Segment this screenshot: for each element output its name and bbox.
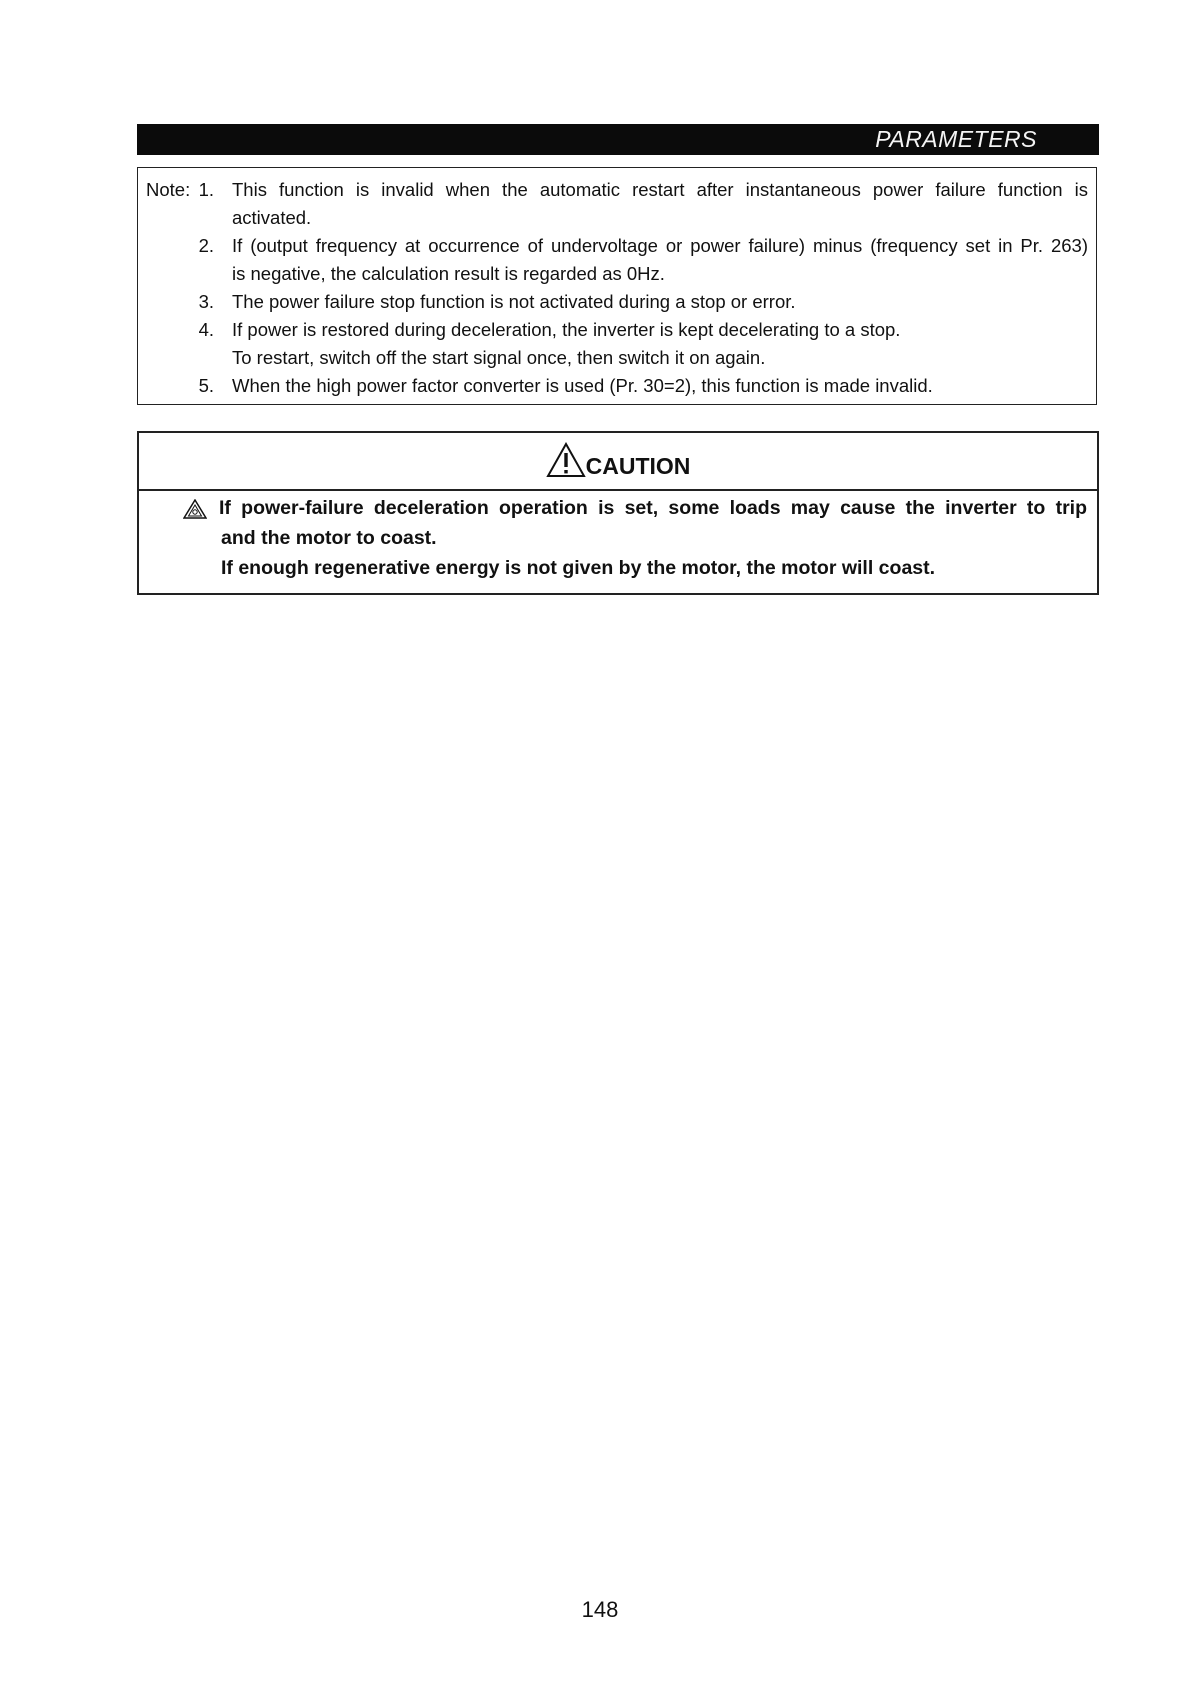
notes-label: Note:	[146, 179, 191, 200]
warning-triangle-icon	[546, 442, 586, 478]
note-item-2	[192, 232, 1088, 288]
note-number: 4.	[198, 319, 214, 340]
note-item-5	[192, 372, 1088, 400]
note-item-3	[192, 288, 1088, 316]
hazard-triangle-icon	[183, 499, 207, 519]
caution-line: and the motor to coast.	[221, 527, 437, 549]
caution-header	[139, 433, 1097, 491]
section-title: PARAMETERS	[875, 126, 1037, 152]
note-text-line: The power failure stop function is not activated during a stop or error.	[232, 291, 796, 312]
note-number: 2.	[198, 235, 214, 256]
notes-box	[137, 167, 1097, 405]
caution-line: If power-failure deceleration operation is set, some loads may cause the inverter to trip	[219, 497, 1087, 519]
note-text-line: If (output frequency at occurrence of undervoltage or power failure) minus (frequency set in Pr. 263)	[232, 235, 1088, 256]
note-number: 1.	[198, 179, 214, 200]
note-text-line: When the high power factor converter is used (Pr. 30=2), this function is made invalid.	[232, 375, 933, 396]
note-text-line: To restart, switch off the start signal once, then switch it on again.	[232, 347, 766, 369]
note-number: 3.	[198, 291, 214, 312]
note-item-1	[192, 176, 1088, 232]
note-item-4	[192, 316, 1088, 372]
note-text-line: is negative, the calculation result is regarded as 0Hz.	[232, 263, 665, 285]
page-number: 148	[581, 1597, 619, 1622]
section-header-bar	[137, 124, 1099, 155]
caution-line: If enough regenerative energy is not given by the motor, the motor will coast.	[221, 557, 936, 579]
note-text-line: This function is invalid when the automatic restart after instantaneous power failure function is	[232, 179, 1088, 200]
note-number: 5.	[198, 375, 214, 396]
caution-title: CAUTION	[585, 453, 691, 479]
caution-box	[137, 431, 1099, 595]
note-text-line: If power is restored during deceleration, the inverter is kept decelerating to a stop.	[232, 319, 901, 340]
note-text-line: activated.	[232, 207, 312, 229]
